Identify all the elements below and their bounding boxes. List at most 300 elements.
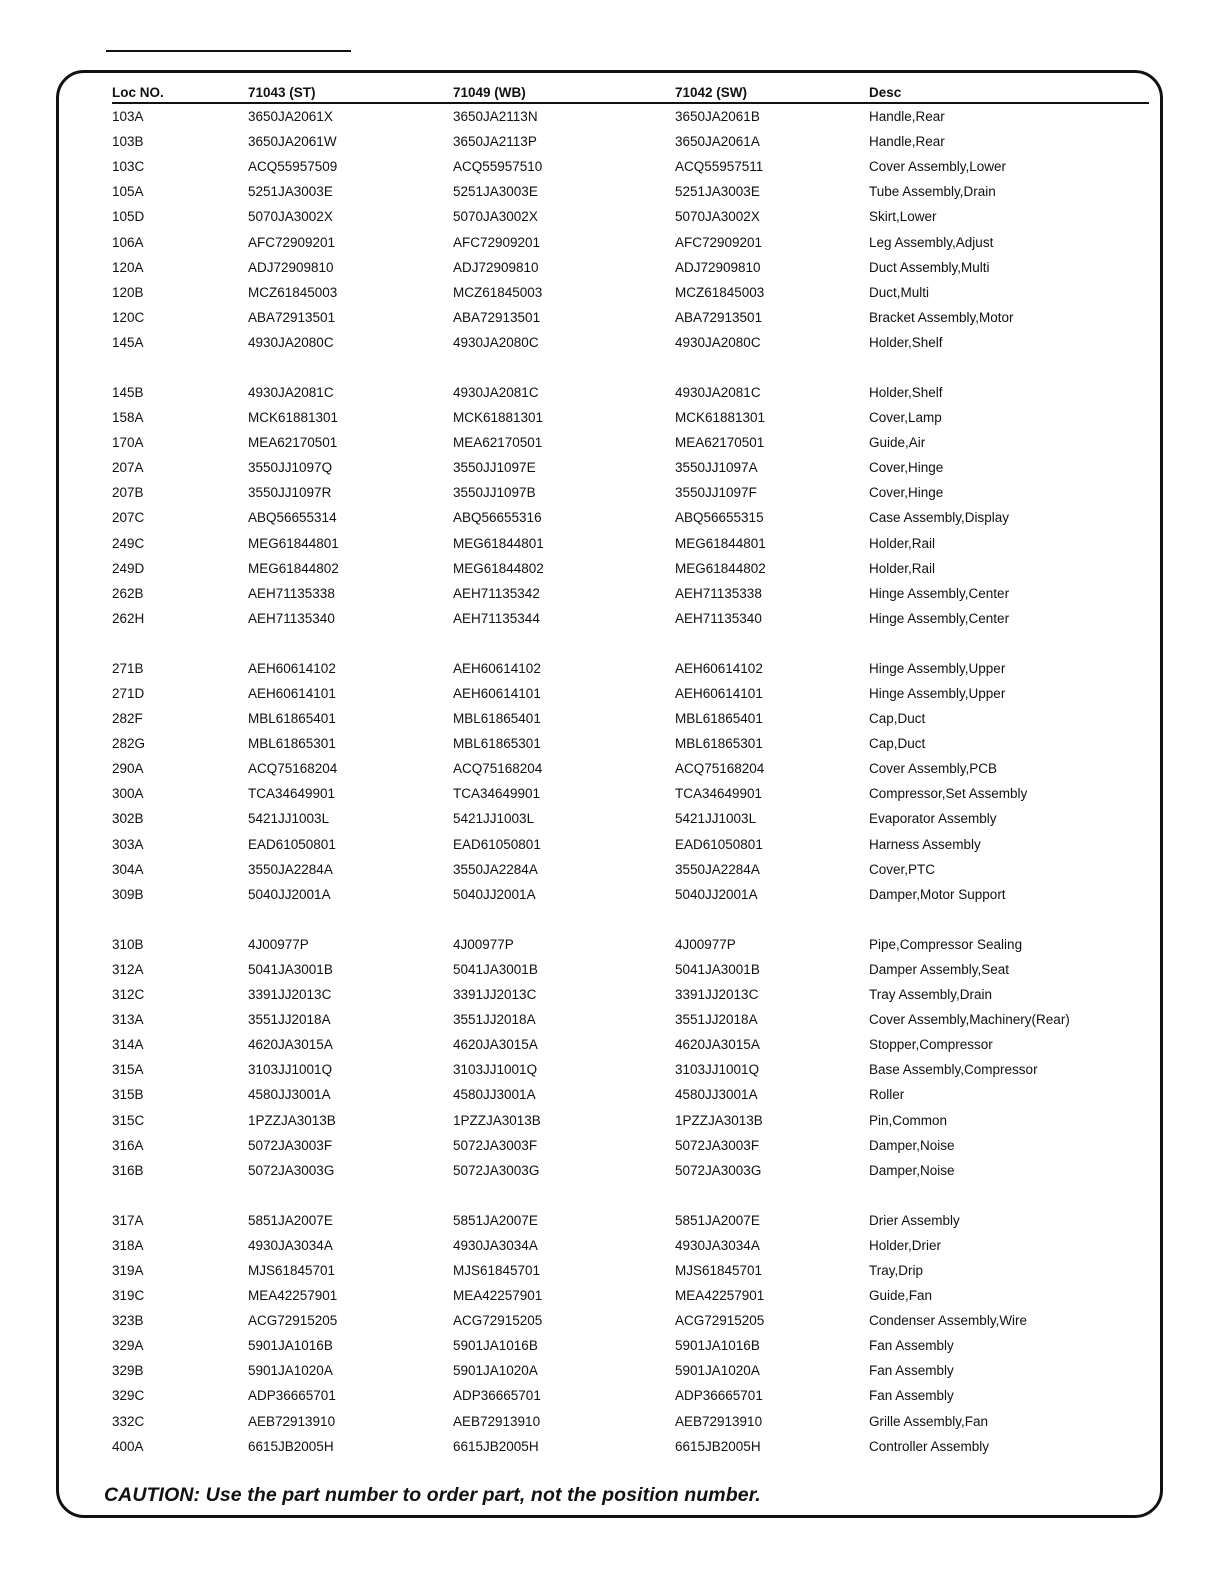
cell-part-71049: AEH71135344 <box>453 610 540 626</box>
cell-part-71049: MCZ61845003 <box>453 284 543 300</box>
cell-part-71049: 4930JA2081C <box>453 384 539 400</box>
cell-desc: Pin,Common <box>869 1112 948 1128</box>
cell-part-71042: 5901JA1020A <box>675 1363 760 1379</box>
cell-part-71043: 4580JJ3001A <box>248 1087 331 1103</box>
cell-part-71049: MCK61881301 <box>453 410 544 426</box>
cell-part-71049: MEA62170501 <box>453 435 543 451</box>
cell-part-71042: ADP36665701 <box>675 1388 763 1404</box>
cell-part-71043: 3103JJ1001Q <box>248 1062 333 1078</box>
cell-loc-no: 300A <box>112 786 144 802</box>
table-row <box>112 857 1149 882</box>
cell-part-71042: MBL61865301 <box>675 736 763 752</box>
cell-loc-no: 290A <box>112 761 144 777</box>
cell-part-71043: TCA34649901 <box>248 786 336 802</box>
cell-part-71042: 4930JA2080C <box>675 334 761 350</box>
cell-part-71042: 5070JA3002X <box>675 209 760 225</box>
cell-part-71043: 5040JJ2001A <box>248 886 331 902</box>
cell-part-71043: 5901JA1016B <box>248 1338 333 1354</box>
cell-part-71043: 3550JA2284A <box>248 861 333 877</box>
cell-desc: Hinge Assembly,Upper <box>869 686 1006 702</box>
cell-loc-no: 271D <box>112 686 145 702</box>
cell-part-71049: 3550JA2284A <box>453 861 538 877</box>
cell-part-71042: AEH71135338 <box>675 585 762 601</box>
cell-desc: Fan Assembly <box>869 1338 954 1354</box>
cell-part-71042: 5040JJ2001A <box>675 886 758 902</box>
cell-loc-no: 262B <box>112 585 144 601</box>
cell-part-71042: 4930JA3034A <box>675 1237 760 1253</box>
cell-part-71042: EAD61050801 <box>675 836 763 852</box>
header-71049-wb: 71049 (WB) <box>453 82 675 103</box>
cell-desc: Tray Assembly,Drain <box>869 987 993 1003</box>
cell-loc-no: 103A <box>112 109 144 125</box>
cell-desc: Cap,Duct <box>869 736 926 752</box>
cell-loc-no: 303A <box>112 836 144 852</box>
cell-part-71042: 3391JJ2013C <box>675 987 759 1003</box>
cell-part-71042: 3550JJ1097A <box>675 460 758 476</box>
cell-desc: Hinge Assembly,Center <box>869 585 1010 601</box>
table-row <box>112 1383 1149 1408</box>
cell-part-71049: ADP36665701 <box>453 1388 541 1404</box>
cell-desc: Base Assembly,Compressor <box>869 1062 1038 1078</box>
cell-part-71043: MCK61881301 <box>248 410 339 426</box>
cell-part-71042: AEB72913910 <box>675 1413 763 1429</box>
cell-loc-no: 315A <box>112 1062 144 1078</box>
table-row <box>112 1057 1149 1082</box>
cell-part-71049: TCA34649901 <box>453 786 541 802</box>
cell-desc: Damper,Noise <box>869 1162 955 1178</box>
table-row <box>112 581 1149 606</box>
cell-part-71042: 4580JJ3001A <box>675 1087 758 1103</box>
cell-part-71043: 5072JA3003F <box>248 1137 333 1153</box>
cell-part-71049: ACQ75168204 <box>453 761 543 777</box>
cell-loc-no: 249D <box>112 560 145 576</box>
cell-desc: Holder,Drier <box>869 1237 942 1253</box>
cell-part-71049: 5072JA3003F <box>453 1137 538 1153</box>
cell-desc: Roller <box>869 1087 905 1103</box>
cell-part-71043: EAD61050801 <box>248 836 336 852</box>
cell-part-71043: ACQ55957509 <box>248 159 338 175</box>
cell-part-71049: 4930JA3034A <box>453 1237 538 1253</box>
table-row <box>112 907 1149 957</box>
cell-loc-no: 103B <box>112 134 144 150</box>
cell-loc-no: 314A <box>112 1037 144 1053</box>
cell-desc: Tube Assembly,Drain <box>869 184 996 200</box>
cell-loc-no: 158A <box>112 410 144 426</box>
cell-loc-no: 120A <box>112 259 144 275</box>
table-row <box>112 129 1149 154</box>
cell-part-71043: 5851JA2007E <box>248 1212 333 1228</box>
cell-part-71042: AFC72909201 <box>675 234 763 250</box>
cell-part-71043: MEA42257901 <box>248 1288 338 1304</box>
cell-part-71049: MEA42257901 <box>453 1288 543 1304</box>
table-row <box>112 882 1149 907</box>
cell-part-71049: 3551JJ2018A <box>453 1012 536 1028</box>
cell-part-71042: MCZ61845003 <box>675 284 765 300</box>
cell-loc-no: 207B <box>112 485 144 501</box>
cell-desc: Damper Assembly,Seat <box>869 961 1010 977</box>
cell-part-71049: EAD61050801 <box>453 836 541 852</box>
cell-desc: Handle,Rear <box>869 134 945 150</box>
cell-desc: Grille Assembly,Fan <box>869 1413 989 1429</box>
cell-loc-no: 323B <box>112 1313 144 1329</box>
table-row <box>112 1082 1149 1107</box>
table-row <box>112 1308 1149 1333</box>
cell-desc: Cap,Duct <box>869 711 926 727</box>
cell-part-71049: MEG61844801 <box>453 535 544 551</box>
cell-part-71049: MBL61865301 <box>453 736 541 752</box>
cell-part-71049: AEH71135342 <box>453 585 540 601</box>
cell-part-71043: MEA62170501 <box>248 435 338 451</box>
cell-part-71042: 3650JA2061A <box>675 134 760 150</box>
table-row <box>112 982 1149 1007</box>
cell-part-71049: AEB72913910 <box>453 1413 541 1429</box>
header-loc-no: Loc NO. <box>112 82 248 103</box>
cell-part-71049: 5070JA3002X <box>453 209 538 225</box>
cell-loc-no: 302B <box>112 811 144 827</box>
cell-loc-no: 105D <box>112 209 145 225</box>
table-row <box>112 706 1149 731</box>
caution-note: CAUTION: Use the part number to order part, not the position number. <box>104 1484 761 1506</box>
cell-desc: Leg Assembly,Adjust <box>869 234 994 250</box>
cell-part-71043: ACG72915205 <box>248 1313 338 1329</box>
cell-part-71049: ACG72915205 <box>453 1313 543 1329</box>
cell-desc: Cover Assembly,Machinery(Rear) <box>869 1012 1070 1028</box>
cell-loc-no: 249C <box>112 535 145 551</box>
cell-part-71042: 3103JJ1001Q <box>675 1062 760 1078</box>
parts-table <box>112 82 1149 1459</box>
cell-desc: Guide,Fan <box>869 1288 933 1304</box>
table-row <box>112 455 1149 480</box>
cell-part-71049: 3650JA2113N <box>453 109 538 125</box>
table-row <box>112 781 1149 806</box>
cell-part-71049: 3103JJ1001Q <box>453 1062 538 1078</box>
cell-part-71042: MJS61845701 <box>675 1262 763 1278</box>
table-row <box>112 1434 1149 1459</box>
cell-part-71049: 5251JA3003E <box>453 184 538 200</box>
cell-loc-no: 332C <box>112 1413 145 1429</box>
cell-part-71049: 1PZZJA3013B <box>453 1112 541 1128</box>
cell-part-71049: 4J00977P <box>453 936 514 952</box>
cell-part-71049: ABA72913501 <box>453 309 541 325</box>
cell-part-71042: 3551JJ2018A <box>675 1012 758 1028</box>
table-row <box>112 1158 1149 1183</box>
cell-desc: Holder,Shelf <box>869 334 943 350</box>
cell-part-71043: ADJ72909810 <box>248 259 334 275</box>
cell-loc-no: 282G <box>112 736 146 752</box>
cell-part-71049: AFC72909201 <box>453 234 541 250</box>
cell-part-71043: 3550JJ1097R <box>248 485 332 501</box>
cell-part-71042: 3550JJ1097F <box>675 485 757 501</box>
cell-desc: Holder,Rail <box>869 535 936 551</box>
cell-desc: Guide,Air <box>869 435 926 451</box>
table-row <box>112 1283 1149 1308</box>
table-row <box>112 1333 1149 1358</box>
cell-part-71042: 5851JA2007E <box>675 1212 760 1228</box>
table-row <box>112 1007 1149 1032</box>
cell-part-71049: 5851JA2007E <box>453 1212 538 1228</box>
cell-loc-no: 271B <box>112 660 144 676</box>
cell-part-71042: 5421JJ1003L <box>675 811 757 827</box>
cell-part-71049: 4580JJ3001A <box>453 1087 536 1103</box>
cell-part-71043: MBL61865301 <box>248 736 336 752</box>
cell-part-71043: MCZ61845003 <box>248 284 338 300</box>
table-row <box>112 681 1149 706</box>
cell-part-71042: 4620JA3015A <box>675 1037 760 1053</box>
cell-loc-no: 207C <box>112 510 145 526</box>
cell-part-71042: AEH71135340 <box>675 610 762 626</box>
cell-part-71042: MEA62170501 <box>675 435 765 451</box>
cell-desc: Skirt,Lower <box>869 209 937 225</box>
cell-part-71043: AEH71135338 <box>248 585 335 601</box>
cell-desc: Controller Assembly <box>869 1438 990 1454</box>
cell-loc-no: 315C <box>112 1112 145 1128</box>
header-71042-sw: 71042 (SW) <box>675 82 869 103</box>
cell-loc-no: 145A <box>112 334 144 350</box>
table-row <box>112 832 1149 857</box>
cell-desc: Holder,Rail <box>869 560 936 576</box>
cell-loc-no: 312A <box>112 961 144 977</box>
table-row <box>112 154 1149 179</box>
cell-desc: Harness Assembly <box>869 836 981 852</box>
table-row <box>112 1032 1149 1057</box>
cell-part-71043: ACQ75168204 <box>248 761 338 777</box>
cell-part-71043: 4J00977P <box>248 936 309 952</box>
cell-part-71042: ACQ75168204 <box>675 761 765 777</box>
cell-part-71043: 5072JA3003G <box>248 1162 335 1178</box>
cell-desc: Fan Assembly <box>869 1363 954 1379</box>
cell-loc-no: 316A <box>112 1137 144 1153</box>
cell-desc: Stopper,Compressor <box>869 1037 993 1053</box>
cell-part-71043: MEG61844801 <box>248 535 339 551</box>
cell-loc-no: 315B <box>112 1087 144 1103</box>
cell-part-71042: MCK61881301 <box>675 410 766 426</box>
table-row <box>112 305 1149 330</box>
cell-part-71042: 1PZZJA3013B <box>675 1112 763 1128</box>
cell-desc: Duct Assembly,Multi <box>869 259 990 275</box>
header-desc: Desc <box>869 82 1149 103</box>
cell-part-71043: 3650JA2061X <box>248 109 333 125</box>
cell-part-71049: ABQ56655316 <box>453 510 542 526</box>
cell-part-71043: 5070JA3002X <box>248 209 333 225</box>
cell-part-71042: AEH60614101 <box>675 686 763 702</box>
cell-part-71043: AEH60614102 <box>248 660 336 676</box>
cell-part-71042: ACQ55957511 <box>675 159 764 175</box>
cell-part-71049: MEG61844802 <box>453 560 544 576</box>
cell-part-71043: 5251JA3003E <box>248 184 333 200</box>
cell-desc: Compressor,Set Assembly <box>869 786 1028 802</box>
cell-part-71042: ADJ72909810 <box>675 259 761 275</box>
cell-part-71043: 4930JA2080C <box>248 334 334 350</box>
cell-part-71042: 5072JA3003F <box>675 1137 760 1153</box>
cell-part-71049: 4930JA2080C <box>453 334 539 350</box>
cell-part-71043: AEH60614101 <box>248 686 336 702</box>
cell-loc-no: 120B <box>112 284 144 300</box>
parts-table-body <box>112 103 1149 1459</box>
cell-desc: Pipe,Compressor Sealing <box>869 936 1023 952</box>
cell-part-71043: AEB72913910 <box>248 1413 336 1429</box>
cell-desc: Fan Assembly <box>869 1388 954 1404</box>
cell-part-71042: 4930JA2081C <box>675 384 761 400</box>
table-row <box>112 330 1149 355</box>
cell-loc-no: 120C <box>112 309 145 325</box>
cell-part-71042: 3550JA2284A <box>675 861 760 877</box>
cell-part-71043: ABQ56655314 <box>248 510 337 526</box>
table-row <box>112 1107 1149 1132</box>
cell-part-71049: ADJ72909810 <box>453 259 539 275</box>
cell-part-71049: 5901JA1016B <box>453 1338 538 1354</box>
cell-part-71043: 1PZZJA3013B <box>248 1112 336 1128</box>
cell-part-71042: MEG61844802 <box>675 560 766 576</box>
cell-part-71043: 4620JA3015A <box>248 1037 333 1053</box>
table-row <box>112 1233 1149 1258</box>
table-row <box>112 1358 1149 1383</box>
cell-part-71049: 3550JJ1097B <box>453 485 536 501</box>
cell-loc-no: 103C <box>112 159 145 175</box>
cell-loc-no: 400A <box>112 1438 144 1454</box>
cell-loc-no: 282F <box>112 711 143 727</box>
cell-part-71043: 6615JB2005H <box>248 1438 334 1454</box>
table-row <box>112 1183 1149 1233</box>
cell-part-71049: 5040JJ2001A <box>453 886 536 902</box>
cell-desc: Cover,PTC <box>869 861 936 877</box>
cell-part-71043: ADP36665701 <box>248 1388 336 1404</box>
cell-desc: Holder,Shelf <box>869 384 943 400</box>
cell-loc-no: 316B <box>112 1162 144 1178</box>
table-row <box>112 556 1149 581</box>
cell-part-71049: 4620JA3015A <box>453 1037 538 1053</box>
cell-part-71043: 3391JJ2013C <box>248 987 332 1003</box>
cell-desc: Duct,Multi <box>869 284 930 300</box>
cell-loc-no: 207A <box>112 460 144 476</box>
header-row <box>112 82 1149 103</box>
cell-loc-no: 310B <box>112 936 144 952</box>
cell-desc: Handle,Rear <box>869 109 945 125</box>
table-row <box>112 204 1149 229</box>
table-row <box>112 430 1149 455</box>
cell-loc-no: 318A <box>112 1237 144 1253</box>
table-row <box>112 355 1149 405</box>
cell-loc-no: 329C <box>112 1388 145 1404</box>
cell-part-71042: TCA34649901 <box>675 786 763 802</box>
cell-loc-no: 304A <box>112 861 144 877</box>
cell-part-71042: 3650JA2061B <box>675 109 760 125</box>
cell-part-71043: 5041JA3001B <box>248 961 333 977</box>
table-row <box>112 280 1149 305</box>
header-71043-st: 71043 (ST) <box>248 82 453 103</box>
cell-desc: Bracket Assembly,Motor <box>869 309 1014 325</box>
cell-desc: Evaporator Assembly <box>869 811 997 827</box>
table-row <box>112 531 1149 556</box>
table-row <box>112 606 1149 631</box>
cell-part-71043: MJS61845701 <box>248 1262 336 1278</box>
cell-part-71049: MJS61845701 <box>453 1262 541 1278</box>
cell-part-71049: 6615JB2005H <box>453 1438 539 1454</box>
table-row <box>112 756 1149 781</box>
cell-part-71043: 4930JA3034A <box>248 1237 333 1253</box>
cell-part-71049: 5421JJ1003L <box>453 811 535 827</box>
cell-part-71043: 3550JJ1097Q <box>248 460 333 476</box>
cell-part-71042: ACG72915205 <box>675 1313 765 1329</box>
table-row <box>112 1133 1149 1158</box>
cell-part-71043: AFC72909201 <box>248 234 336 250</box>
cell-part-71043: 3650JA2061W <box>248 134 337 150</box>
cell-part-71049: 3550JJ1097E <box>453 460 536 476</box>
cell-loc-no: 317A <box>112 1212 144 1228</box>
cell-part-71042: 5041JA3001B <box>675 961 760 977</box>
table-row <box>112 103 1149 129</box>
table-row <box>112 480 1149 505</box>
cell-desc: Damper,Noise <box>869 1137 955 1153</box>
cell-part-71042: 6615JB2005H <box>675 1438 761 1454</box>
cell-loc-no: 319C <box>112 1288 145 1304</box>
cell-part-71049: 3650JA2113P <box>453 134 537 150</box>
cell-part-71043: 4930JA2081C <box>248 384 334 400</box>
table-row <box>112 957 1149 982</box>
cell-part-71049: 3391JJ2013C <box>453 987 537 1003</box>
cell-part-71042: MEG61844801 <box>675 535 766 551</box>
cell-loc-no: 312C <box>112 987 145 1003</box>
cell-part-71049: 5041JA3001B <box>453 961 538 977</box>
cell-desc: Cover,Hinge <box>869 460 944 476</box>
cell-desc: Cover Assembly,PCB <box>869 761 998 777</box>
cell-loc-no: 145B <box>112 384 144 400</box>
cell-part-71043: 5421JJ1003L <box>248 811 330 827</box>
cell-desc: Case Assembly,Display <box>869 510 1010 526</box>
cell-part-71043: 3551JJ2018A <box>248 1012 331 1028</box>
cell-part-71042: 5072JA3003G <box>675 1162 762 1178</box>
cell-desc: Tray,Drip <box>869 1262 923 1278</box>
cell-loc-no: 313A <box>112 1012 144 1028</box>
cell-part-71042: 4J00977P <box>675 936 736 952</box>
cell-part-71049: 5901JA1020A <box>453 1363 538 1379</box>
table-row <box>112 255 1149 280</box>
table-row <box>112 631 1149 681</box>
cell-desc: Hinge Assembly,Upper <box>869 660 1006 676</box>
cell-loc-no: 329A <box>112 1338 144 1354</box>
cell-part-71042: ABA72913501 <box>675 309 763 325</box>
table-row <box>112 806 1149 831</box>
cell-part-71042: 5901JA1016B <box>675 1338 760 1354</box>
cell-loc-no: 105A <box>112 184 144 200</box>
cell-part-71042: ABQ56655315 <box>675 510 764 526</box>
cell-desc: Hinge Assembly,Center <box>869 610 1010 626</box>
cell-desc: Condenser Assembly,Wire <box>869 1313 1028 1329</box>
cell-loc-no: 319A <box>112 1262 144 1278</box>
cell-part-71043: MEG61844802 <box>248 560 339 576</box>
table-row <box>112 229 1149 254</box>
table-row <box>112 505 1149 530</box>
table-row <box>112 179 1149 204</box>
cell-desc: Cover,Hinge <box>869 485 944 501</box>
cell-part-71042: MEA42257901 <box>675 1288 765 1304</box>
cell-desc: Drier Assembly <box>869 1212 960 1228</box>
cell-part-71049: MBL61865401 <box>453 711 541 727</box>
cell-desc: Cover,Lamp <box>869 410 942 426</box>
cell-part-71049: 5072JA3003G <box>453 1162 540 1178</box>
cell-loc-no: 106A <box>112 234 144 250</box>
cell-part-71049: AEH60614101 <box>453 686 541 702</box>
cell-part-71043: 5901JA1020A <box>248 1363 333 1379</box>
cell-loc-no: 309B <box>112 886 144 902</box>
cell-part-71043: MBL61865401 <box>248 711 336 727</box>
cell-part-71042: AEH60614102 <box>675 660 763 676</box>
cell-loc-no: 170A <box>112 435 144 451</box>
cell-desc: Damper,Motor Support <box>869 886 1006 902</box>
top-rule <box>106 50 351 52</box>
cell-part-71042: MBL61865401 <box>675 711 763 727</box>
cell-loc-no: 262H <box>112 610 145 626</box>
cell-part-71043: ABA72913501 <box>248 309 336 325</box>
